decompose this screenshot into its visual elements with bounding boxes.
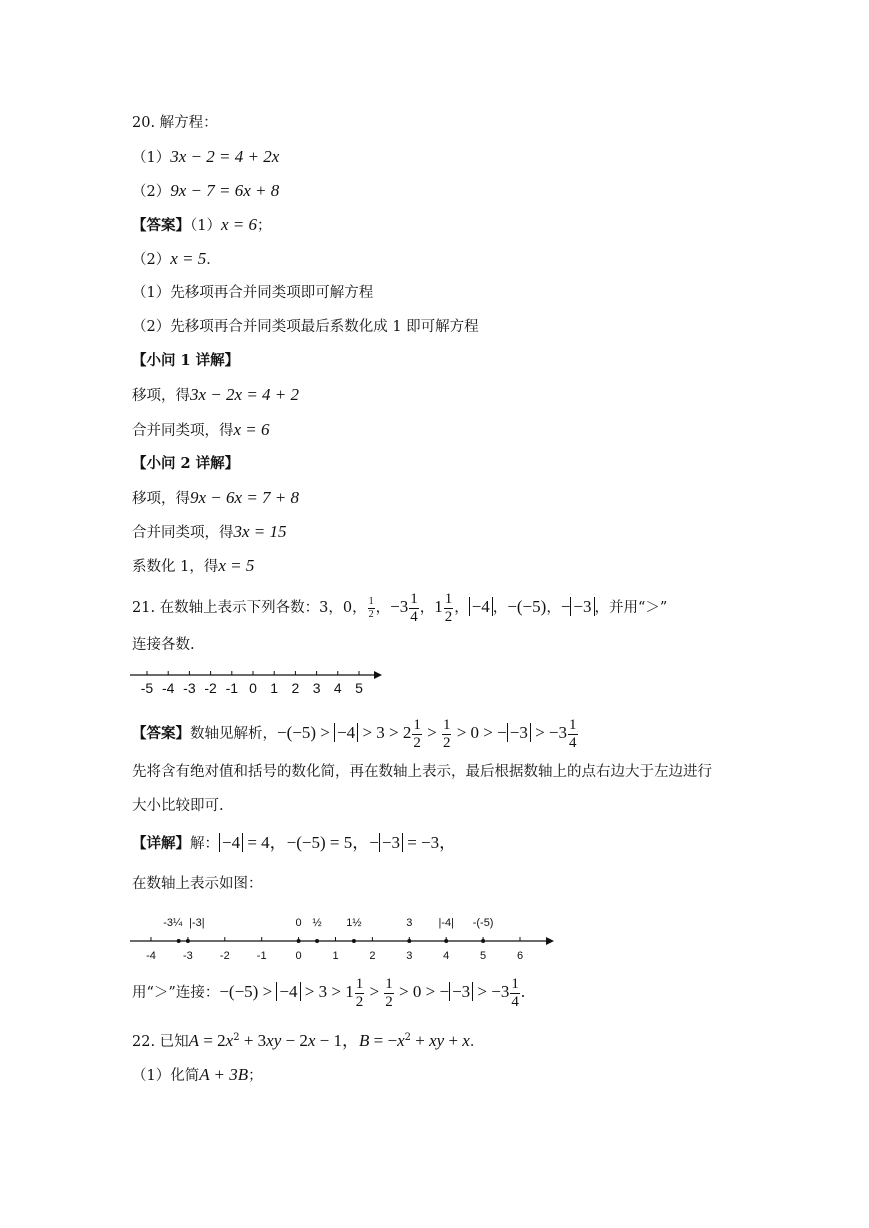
axis2-point — [444, 939, 448, 943]
prompt-text: 22. 已知 — [132, 1033, 189, 1050]
axis2-point — [407, 939, 411, 943]
q21-explain2: 大小比较即可. — [132, 798, 224, 814]
axis2-tick-label: 2 — [369, 950, 376, 962]
axis2-tick-label: 4 — [443, 950, 450, 962]
q21-explain1: 先将含有绝对值和括号的数化简，再在数轴上表示，最后根据数轴上的点右边大于左边进行 — [132, 764, 712, 780]
axis2-point — [186, 939, 190, 943]
axis1-tick-label: 5 — [355, 680, 363, 696]
detail-tag: 【详解】 — [132, 835, 190, 852]
punctuation: ； — [248, 1068, 263, 1084]
q20-part2 — [132, 180, 279, 203]
prompt-text: 21. 在数轴上表示下列各数：3，0， — [132, 600, 367, 616]
axis2-tick-label: -3 — [183, 950, 193, 962]
equation: 3x = 15 — [233, 522, 287, 541]
part-label: （1） — [190, 218, 221, 234]
answer-text: 数轴见解析， — [190, 726, 277, 742]
part-label: （1）化简 — [132, 1068, 200, 1084]
axis2-tick-label: -1 — [256, 950, 267, 962]
equation: x = 6 — [233, 420, 270, 439]
q20-sub2-step2 — [132, 521, 287, 544]
axis2-tick-label: -2 — [219, 950, 230, 962]
axis2-point-label: 1½ — [346, 917, 362, 929]
axis2-point — [481, 939, 485, 943]
equation: 3x − 2 = 4 + 2x — [170, 147, 280, 166]
axis2-tick-label: 6 — [516, 950, 524, 962]
step-text: 系数化 1，得 — [132, 559, 219, 575]
q20-sub2-tag: 【小问 2 详解】 — [132, 455, 240, 472]
fraction-half: $\frac{1}{2}$ — [444, 590, 453, 625]
step-text: 合并同类项，得 — [132, 423, 234, 439]
part-label: （2） — [132, 252, 171, 268]
q20-answer2 — [132, 248, 221, 271]
axis1-tick-label: 3 — [312, 680, 321, 696]
punctuation: ； — [257, 218, 272, 234]
q20-sub2-step3 — [132, 555, 254, 578]
connect-text: 用“＞”连接： — [132, 985, 220, 1001]
q21-answer: 【答案】数轴见解析，−(−5) > −4 > 3 > 2 $\frac{1}{2}$ > $\frac{1}{2}$ > 0 > − −3 > −3 $\frac{1}{4}$ — [132, 716, 577, 751]
number-line-blank — [128, 664, 388, 698]
axis2-tick-label: 3 — [406, 950, 413, 962]
part-label: （1） — [132, 150, 171, 166]
prompt-text-end: ，并用“＞” — [594, 600, 668, 616]
axis2-tick-label: 1 — [332, 950, 339, 962]
q21-prompt: 21. 在数轴上表示下列各数：3，0， $\frac{1}{2}$ ，−3 $\frac{1}{4}$ ，1 $\frac{1}{2}$ ， −4 ，−(−5)，− −3 ，并用“＞” — [132, 590, 668, 625]
axis2-tick-label: 0 — [295, 950, 302, 962]
abs-neg3: −3 — [570, 597, 594, 616]
answer-tag: 【答案】 — [132, 217, 190, 234]
q20-part1 — [132, 146, 279, 169]
axis1-tick-label: 1 — [270, 680, 279, 696]
equation: 9x − 6x = 7 + 8 — [190, 488, 300, 507]
step-text: 移项，得 — [132, 388, 190, 404]
axis1-tick-label: -2 — [204, 680, 217, 696]
equation: 9x − 7 = 6x + 8 — [170, 181, 280, 200]
axis2-point-label: ½ — [312, 917, 322, 929]
punctuation: ． — [206, 252, 221, 268]
answer-value: x = 6 — [220, 215, 258, 234]
number-line-solution — [128, 905, 568, 967]
axis2-tick-label: -4 — [146, 950, 156, 962]
axis2-point-label: |-4| — [438, 917, 454, 929]
q20-analysis2: （2）先移项再合并同类项最后系数化成 1 即可解方程 — [132, 319, 479, 335]
fraction-half: $\frac{1}{2}$ — [368, 595, 374, 620]
axis2-point-label: 3 — [406, 917, 413, 929]
q20-answer — [132, 214, 272, 237]
fraction-quarter: $\frac{1}{4}$ — [410, 590, 418, 625]
axis1-tick-label: -5 — [140, 680, 154, 696]
q21-detail: 【详解】解： −4 = 4，−(−5) = 5，− −3 = −3， — [132, 833, 457, 852]
q22-part1 — [132, 1064, 263, 1087]
prompt-end: ． — [469, 1033, 485, 1050]
axis1-tick-label: 2 — [291, 680, 300, 696]
abs-neg4: −4 — [469, 597, 493, 616]
q20-header: 20. 解方程： — [132, 115, 218, 131]
equation: 3x − 2x = 4 + 2 — [190, 385, 300, 404]
part-label: （2） — [132, 184, 171, 200]
q20-sub1-step2 — [132, 419, 270, 442]
axis1-tick-label: 4 — [333, 680, 342, 696]
q22-prompt: 22. 已知$A = 2x^2 + 3xy - 2x - 1$，$B = -x^2$ + xy + x． — [132, 1030, 485, 1050]
axis1-tick-label: 0 — [249, 680, 257, 696]
q20-sub2-step1 — [132, 487, 299, 510]
axis2-point-label: |-3| — [189, 917, 205, 929]
equation: x = 5 — [218, 556, 255, 575]
detail-text: 解： — [190, 836, 219, 852]
axis1-tick-label: -1 — [225, 680, 239, 696]
q21-show-text: 在数轴上表示如图： — [132, 876, 263, 892]
q20-sub1-tag: 【小问 1 详解】 — [132, 352, 240, 369]
axis1-tick-label: -3 — [183, 680, 196, 696]
axis1-tick-label: -4 — [161, 680, 175, 696]
q20-analysis1: （1）先移项再合并同类项即可解方程 — [132, 285, 374, 301]
expression: A + 3B — [199, 1065, 249, 1084]
axis2-tick-label: 5 — [480, 950, 487, 962]
step-text: 移项，得 — [132, 491, 190, 507]
axis2-point-label: -3¼ — [163, 917, 183, 929]
axis2-point — [177, 939, 181, 943]
answer-tag: 【答案】 — [132, 725, 190, 742]
axis2-point-label: 0 — [295, 917, 302, 929]
q20-sub1-step1 — [132, 384, 299, 407]
step-text: 合并同类项，得 — [132, 525, 234, 541]
q21-prompt-line2: 连接各数. — [132, 637, 195, 653]
axis2-point-label: -(-5) — [472, 917, 494, 929]
answer-value: x = 5 — [170, 249, 207, 268]
axis2-point — [297, 939, 301, 943]
q21-connect: 用“＞”连接：−(−5) > −4 > 3 > 1 $\frac{1}{2}$ > $\frac{1}{2}$ > 0 > − −3 > −3 $\frac{1}{4}$ . — [132, 975, 526, 1010]
axis2-point — [315, 939, 319, 943]
axis2-point — [352, 939, 356, 943]
